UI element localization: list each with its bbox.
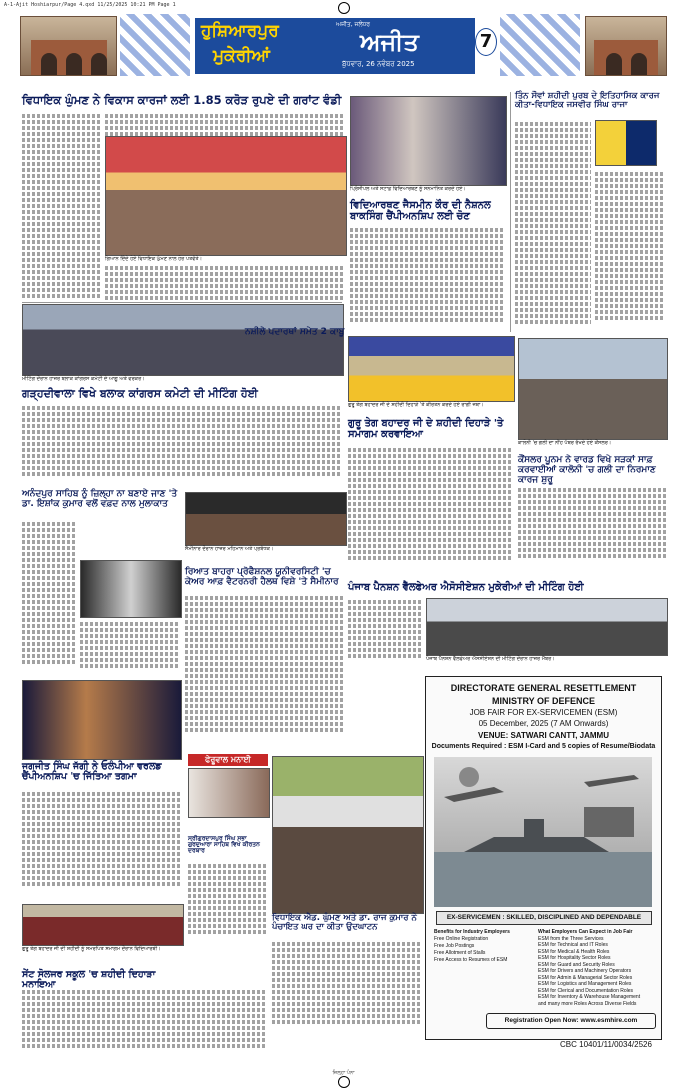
story9-photo	[185, 492, 347, 546]
story13-body	[272, 940, 422, 1040]
story10-body	[348, 598, 423, 668]
story6-body	[348, 446, 513, 566]
ad-role-item: ESM for Medical & Health Roles	[538, 948, 610, 955]
story1-photo	[105, 136, 347, 256]
section-divider	[22, 302, 342, 303]
story6-photo	[348, 336, 515, 402]
ad-role-item: ESM for Drivers and Machinery Operators	[538, 968, 632, 974]
story11-photo	[22, 680, 182, 760]
registration-mark	[338, 2, 350, 14]
ad-role-item: ESM for Technical and IT Roles	[538, 942, 608, 948]
story12-body	[188, 862, 268, 942]
story2-body	[350, 226, 505, 326]
story1-headline: ਵਿਧਾਇਕ ਘੁੰਮਣ ਨੇ ਵਿਕਾਸ ਕਾਰਜਾਂ ਲਈ 1.85 ਕਰੋੜ ਰੁਪਏ ਦੀ ਗਰਾਂਟ ਵੰਡੀ	[22, 93, 342, 107]
ad-cbc-code: CBC 10401/11/0034/2526	[560, 1040, 652, 1049]
ad-benefit-item: Free Access to Resumes of ESM	[434, 957, 508, 963]
brand-logo: ਅਜੀਤ	[360, 28, 419, 56]
ad-benefits-title: Benefits for Industry Employers	[434, 929, 510, 935]
story9-headline: ਰਿਆਤ ਬਾਹਰਾ ਪ੍ਰੋਫੈਸ਼ਨਲ ਯੂਨੀਵਰਸਿਟੀ 'ਚ ਕੇਅਰ ਆਫ਼ ਵੈਟਰਨਰੀ ਹੈਲਥ ਵਿਸ਼ੇ 'ਤੇ ਸੈਮੀਨਾਰ	[185, 567, 339, 587]
ad-ministry: MINISTRY OF DEFENCE	[491, 696, 595, 706]
brand-small: ਅਜੀਤ, ਜਲੰਧਰ	[336, 21, 371, 28]
story8-photo	[80, 560, 182, 618]
print-info: A-1-Ajit Hoshiarpur/Page 4.qxd 11/25/2025 10:21 PM Page 1	[4, 2, 176, 8]
story2-caption: ਪ੍ਰਿੰਸੀਪਲ ਅਤੇ ਸਟਾਫ਼ ਵਿਦਿਆਰਥਣ ਨੂੰ ਸਨਮਾਨਿਤ ਕਰਦੇ ਹੋਏ।	[350, 186, 466, 192]
ad-role-item: ESM for Admin & Managerial Sector Roles	[538, 974, 633, 981]
issue-date: ਬੁੱਧਵਾਰ, 26 ਨਵੰਬਰ 2025	[342, 60, 415, 68]
masthead-building-photo-right	[585, 16, 667, 76]
story14-body	[22, 988, 267, 1064]
story6-headline: ਗੁਰੂ ਤੇਗ ਬਹਾਦਰ ਜੀ ਦੇ ਸ਼ਹੀਦੀ ਦਿਹਾੜੇ 'ਤੇ ਸਮਾਗਮ ਕਰਵਾਇਆ	[348, 418, 504, 440]
ad-roles	[538, 929, 654, 1007]
ad-role-item: ESM for Guard and Security Roles	[538, 961, 615, 968]
masthead-decoration-left	[120, 14, 190, 76]
story1-body-bottom	[105, 264, 345, 300]
story7-body	[518, 486, 666, 566]
story11-headline: ਜਗਜੀਤ ਸਿੰਘ ਜੱਗੀ ਨੇ ਓਲੰਪੀਆ ਵਰਲਡ ਚੈਂਪੀਅਨਸ਼ਿਪ 'ਚ ਜਿੱਤਿਆ ਤਗਮਾ	[22, 761, 162, 783]
story3-body	[515, 120, 591, 330]
story9-caption: ਸੈਮੀਨਾਰ ਦੌਰਾਨ ਹਾਜ਼ਰ ਮਹਿਮਾਨ ਅਤੇ ਪ੍ਰਬੰਧਕ।	[185, 546, 274, 552]
story5-headline: ਗੜ੍ਹਦੀਵਾਲਾ ਵਿਖੇ ਬਲਾਕ ਕਾਂਗਰਸ ਕਮੇਟੀ ਦੀ ਮੀਟਿੰਗ ਹੋਈ	[22, 387, 258, 400]
story8-headline: ਅਨੰਦਪੁਰ ਸਾਹਿਬ ਨੂੰ ਜ਼ਿਲ੍ਹਾ ਨਾ ਬਣਾਏ ਜਾਣ 'ਤੇ ਡਾ. ਇਸ਼ਾਂਕ ਕੁਮਾਰ ਵਲੋਂ ਵਫ਼ਦ ਨਾਲ ਮੁਲਾਕਾਤ	[22, 489, 178, 509]
story1-body-top	[105, 112, 345, 136]
ad-motto: EX-SERVICEMEN : SKILLED, DISCIPLINED AND DEPENDABLE	[436, 911, 652, 925]
story8-body	[22, 520, 77, 676]
story11-body	[22, 790, 180, 900]
story2-headline: ਵਿਦਿਆਰਥਣ ਜੈਸਮੀਨ ਕੌਰ ਦੀ ਨੈਸ਼ਨਲ ਬਾਕਸਿੰਗ ਚੈਂਪੀਅਨਸ਼ਿਪ ਲਈ ਚੋਣ	[350, 200, 491, 222]
story7-photo	[518, 338, 668, 440]
ad-role-item: ESM for Logistics and Management Roles	[538, 981, 632, 987]
story7-caption: ਕਾਲੋਨੀ 'ਚ ਗਲੀ ਦਾ ਨੀਂਹ ਪੱਥਰ ਰੱਖਦੇ ਹੋਏ ਕੌਂਸਲਰ।	[518, 440, 612, 446]
military-scene-icon	[434, 757, 652, 907]
story3-portrait-photos	[595, 120, 657, 166]
masthead-decoration-right	[500, 14, 580, 76]
story8-body-right	[80, 620, 180, 676]
ad-date: 05 December, 2025 (7 AM Onwards)	[478, 719, 609, 728]
story9-body	[185, 594, 345, 744]
story3-headline: ਤਿੰਨ ਸੌਵਾਂ ਸ਼ਹੀਦੀ ਪੁਰਬ ਦੇ ਇਤਿਹਾਸਿਕ ਕਾਰਜ ਕੀਤਾ-ਵਿਧਾਇਕ ਜਸਵੀਰ ਸਿੰਘ ਰਾਜਾ	[515, 91, 660, 111]
story12-subheadline: ਸ੍ਰੀਗੁਰਦਾਸਪੁਰ ਸਿੰਘ ਸਭਾ ਗੁਰਦੁਆਰਾ ਸਾਹਿਬ ਵਿਖੇ ਕੀਰਤਨ ਦਰਬਾਰ	[188, 835, 260, 854]
ad-benefit-item: Free Allotment of Stalls	[434, 950, 486, 956]
section-title-line1: ਹੁਸ਼ਿਆਰਪੁਰ	[201, 21, 279, 41]
ad-role-item: ESM for Inventory & Warehouse Management	[538, 994, 641, 1000]
story1-body	[22, 112, 100, 300]
ad-role-item: ESM for Clerical and Documentation Roles	[538, 987, 634, 994]
ad-documents: Documents Required : ESM I-Card and 5 copies of Resume/Biodata	[431, 743, 656, 750]
ad-military-image	[434, 757, 652, 907]
story14-headline: ਸੇਂਟ ਸੋਲਜਰ ਸਕੂਲ 'ਚ ਸ਼ਹੀਦੀ ਦਿਹਾੜਾ ਮਨਾਇਆ	[22, 969, 156, 991]
masthead-building-photo-left	[20, 16, 117, 76]
story5-caption: ਮੀਟਿੰਗ ਦੌਰਾਨ ਹਾਜ਼ਰ ਬਲਾਕ ਕਾਂਗਰਸ ਕਮੇਟੀ ਦੇ ਆਗੂ ਅਤੇ ਵਰਕਰ।	[22, 376, 145, 382]
page-number: 7	[475, 28, 497, 56]
ad-venue: VENUE: SATWARI CANTT, JAMMU	[478, 731, 609, 740]
story10-photo	[426, 598, 668, 656]
ad-registration-link[interactable]: Registration Open Now: www.esmhire.com	[486, 1013, 656, 1029]
story2-photo	[350, 96, 507, 186]
story12-tag: ਫੇਰੂਵਾਲ ਮਨਾਈ	[188, 754, 268, 766]
story10-caption: ਪੰਜਾਬ ਪੈਨਸ਼ਨ ਵੈੱਲਫੇਅਰ ਐਸੋਸੀਏਸ਼ਨ ਦੀ ਮੀਟਿੰਗ ਦੌਰਾਨ ਹਾਜ਼ਰ ਮੈਂਬਰ।	[426, 656, 555, 662]
column-divider	[510, 92, 511, 332]
story13-photo	[272, 756, 424, 914]
page-footer: ਜ਼ਿਲ੍ਹਾ ਪੰਨਾ	[332, 1070, 355, 1076]
story12-photo	[188, 768, 270, 818]
section-title-line2: ਮੁਕੇਰੀਆਂ	[213, 46, 270, 66]
ad-role-item: ESM from the Three Services	[538, 935, 604, 942]
ad-role-item: ESM for Hospitality Sector Roles	[538, 955, 611, 961]
ad-benefit-item: Free Job Postings	[434, 943, 475, 949]
story1-caption: ਗਿਆਨ ਦਿੰਦੇ ਹੋਏ ਵਿਧਾਇਕ ਘੁੰਮਣ ਨਾਲ ਹੋਰ ਪਤਵੰਤੇ।	[105, 256, 202, 262]
section-title-block	[195, 18, 330, 74]
brand-block	[330, 18, 475, 74]
ad-role-item: and many more Roles Across Diverse Fields	[538, 1000, 637, 1007]
ad-roles-title: What Employers Can Expect in Job Fair	[538, 929, 633, 935]
story7-headline: ਕੌਂਸਲਰ ਪੂਨਮ ਨੇ ਵਾਰਡ ਵਿਖੇ ਸੜਕਾਂ ਸਾਫ਼ ਕਰਵਾਈਆਂ ਕਾਲੋਨੀ 'ਚ ਗਲੀ ਦਾ ਨਿਰਮਾਣ ਕਾਰਜ ਸ਼ੁਰੂ	[518, 455, 656, 485]
story14-caption: ਗੁਰੂ ਤੇਗ ਬਹਾਦਰ ਜੀ ਦੀ ਸ਼ਹੀਦੀ ਨੂੰ ਸਮਰਪਿਤ ਸਮਾਗਮ ਦੌਰਾਨ ਵਿਦਿਆਰਥੀ।	[22, 946, 161, 952]
story13-headline: ਵਿਧਾਇਕ ਐਡ. ਘੁੰਮਣ ਅਤੇ ਡਾ. ਰਾਜ ਕੁਮਾਰ ਨੇ ਪੰਚਾਇਤ ਘਰ ਦਾ ਕੀਤਾ ਉਦਘਾਟਨ	[272, 913, 417, 933]
ad-title: DIRECTORATE GENERAL RESETTLEMENT	[450, 683, 637, 693]
masthead	[195, 18, 495, 74]
story4-headline: ਨਸ਼ੀਲੇ ਪਦਾਰਥਾਂ ਸਮੇਤ 2 ਕਾਬੂ	[245, 327, 345, 337]
story3-body-right	[595, 170, 665, 330]
job-fair-advertisement	[425, 676, 662, 1040]
story10-headline: ਪੰਜਾਬ ਪੈਨਸ਼ਨ ਵੈੱਲਫੇਅਰ ਐਸੋਸੀਏਸ਼ਨ ਮੁਕੇਰੀਆਂ ਦੀ ਮੀਟਿੰਗ ਹੋਈ	[348, 582, 584, 593]
ad-job-fair: JOB FAIR FOR EX-SERVICEMEN (ESM)	[469, 708, 618, 717]
ad-benefit-item: Free Online Registration	[434, 936, 489, 942]
ad-benefits	[434, 929, 534, 964]
story5-body	[22, 404, 342, 484]
story5-photo	[22, 304, 344, 376]
story6-caption: ਗੁਰੂ ਤੇਗ ਬਹਾਦਰ ਜੀ ਦੇ ਸ਼ਹੀਦੀ ਦਿਹਾੜੇ 'ਤੇ ਕੀਰਤਨ ਕਰਦੇ ਹੋਏ ਰਾਗੀ ਜਥਾ।	[348, 402, 484, 408]
story14-photo	[22, 904, 184, 946]
